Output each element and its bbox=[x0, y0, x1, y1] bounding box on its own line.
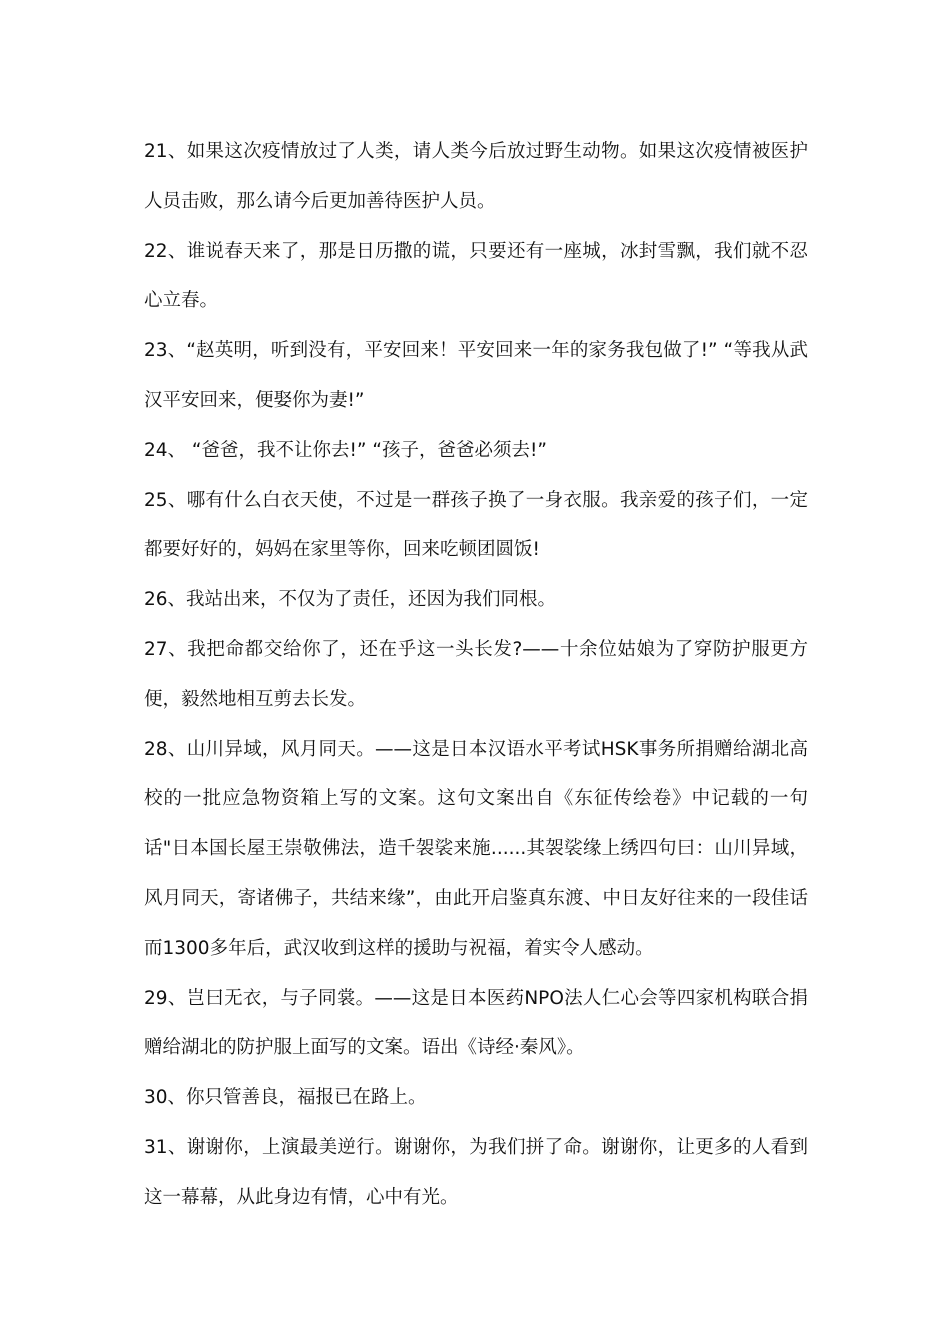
paragraph-27: 27、我把命都交给你了，还在乎这一头长发?——十余位姑娘为了穿防护服更方便，毅然地相互剪去长发。 bbox=[144, 638, 808, 710]
paragraph-28: 28、山川异域，风月同天。——这是日本汉语水平考试HSK事务所捐赠给湖北高校的一批应急物资箱上写的文案。这句文案出自《东征传绘卷》中记载的一句话"日本国长屋王崇敬佛法，造千袈裟来施......其袈裟缘上绣四句曰：山川异域，风月同天，寄诸佛子，共结来缘”，由此开启鉴真东渡、中日友好往来的一段佳话而1300多年后，武汉收到这样的援助与祝福，着实令人感动。 bbox=[144, 738, 808, 959]
paragraph-29: 29、岂曰无衣，与子同裳。——这是日本医药NPO法人仁心会等四家机构联合捐赠给湖北的防护服上面写的文案。语出《诗经·秦风》。 bbox=[144, 987, 808, 1059]
document-body bbox=[144, 127, 808, 1223]
paragraph-21: 21、如果这次疫情放过了人类，请人类今后放过野生动物。如果这次疫情被医护人员击败，那么请今后更加善待医护人员。 bbox=[144, 141, 808, 212]
paragraph-22: 22、谁说春天来了，那是日历撒的谎，只要还有一座城，冰封雪飘，我们就不忍心立春。 bbox=[144, 240, 808, 312]
paragraph-31: 31、谢谢你，上演最美逆行。谢谢你，为我们拼了命。谢谢你，让更多的人看到这一幕幕，从此身边有情，心中有光。 bbox=[144, 1136, 808, 1208]
paragraph-25: 25、哪有什么白衣天使，不过是一群孩子换了一身衣服。我亲爱的孩子们，一定都要好好的，妈妈在家里等你，回来吃顿团圆饭! bbox=[144, 489, 808, 561]
paragraph-26: 26、我站出来，不仅为了责任，还因为我们同根。 bbox=[144, 589, 557, 611]
paragraph-24: 24、 “爸爸，我不让你去!” “孩子，爸爸必须去!” bbox=[144, 439, 547, 461]
paragraph-30: 30、你只管善良，福报已在路上。 bbox=[144, 1087, 427, 1109]
paragraph-23: 23、“赵英明，听到没有，平安回来！平安回来一年的家务我包做了!” “等我从武汉平安回来，便娶你为妻!” bbox=[144, 340, 808, 411]
